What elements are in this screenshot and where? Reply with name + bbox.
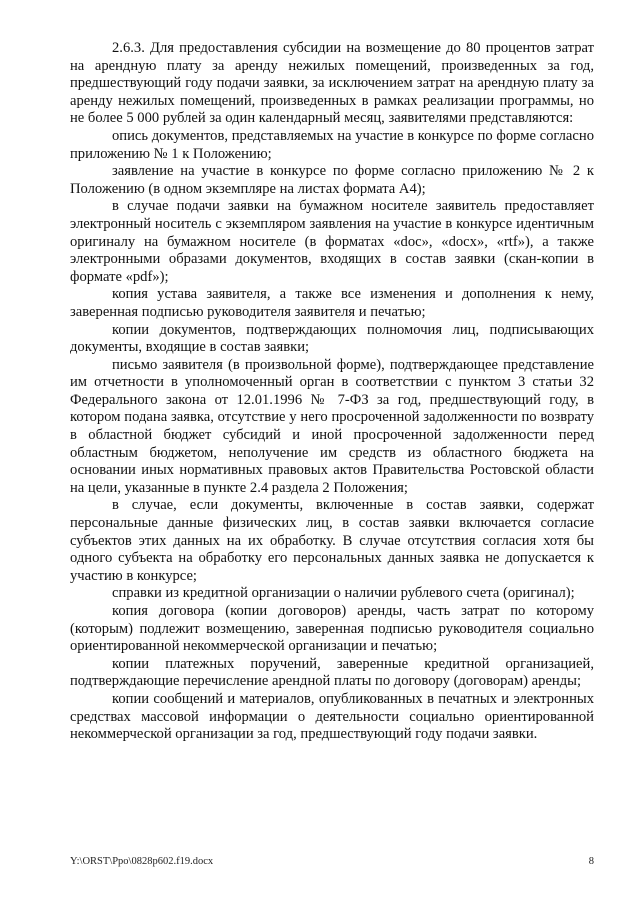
paragraph-list-item: письмо заявителя (в произвольной форме), подтверждающее представление им отчетности в уполномоченный орган в соответствии с пунктом 3 статьи 32 Федерального закона от 12.01.1996 № 7-ФЗ за год, предшествующий году, в котором подана заявка, отсутствие у него просроченной задолженности по возврату в областной бюджет субсидий и иной просроченной задолженности перед областным бюджетом, неполучение им средств из областного бюджета на основании иных нормативных правовых актов Правительства Ростовской области на цели, указанные в пункте 2.4 раздела 2 Положения; bbox=[70, 356, 594, 496]
page-number: 8 bbox=[588, 856, 594, 867]
document-body bbox=[70, 40, 594, 744]
paragraph-list-item: копии платежных поручений, заверенные кредитной организацией, подтверждающие перечисление арендной платы по договору (договорам) аренды; bbox=[70, 655, 594, 690]
paragraph-list-item: в случае подачи заявки на бумажном носителе заявитель предоставляет электронный носитель с экземпляром заявления на участие в конкурсе идентичным оригиналу на бумажном носителе (в форматах «doc», «docx», «rtf»), а также электронными образами документов, входящих в состав заявки (скан-копии в формате «pdf»); bbox=[70, 198, 594, 285]
paragraph-list-item: копия устава заявителя, а также все изменения и дополнения к нему, заверенная подписью руководителя заявителя и печатью; bbox=[70, 286, 594, 320]
paragraph-list-item: заявление на участие в конкурсе по форме согласно приложению № 2 к Положению (в одном экземпляре на листах формата А4); bbox=[70, 163, 594, 197]
paragraph-list-item: справки из кредитной организации о наличии рублевого счета (оригинал); bbox=[112, 585, 575, 602]
paragraph-list-item: копии документов, подтверждающих полномочия лиц, подписывающих документы, входящие в состав заявки; bbox=[70, 321, 594, 356]
paragraph-list-item: копии сообщений и материалов, опубликованных в печатных и электронных средствах массовой информации о деятельности социально ориентированной некоммерческой организации за год, предшествующий году подачи заявки. bbox=[70, 690, 594, 743]
paragraph-intro: 2.6.3. Для предоставления субсидии на возмещение до 80 процентов затрат на арендную плату за аренду нежилых помещений, произведенных за год, предшествующий году подачи заявки, за исключением затрат на арендную плату за аренду нежилых помещений, произведенных в рамках реализации программы, но не более 5 000 рублей за один календарный месяц, заявителями представляются: bbox=[70, 40, 594, 127]
paragraph-list-item: в случае, если документы, включенные в состав заявки, содержат персональные данные физических лиц, в состав заявки включается согласие субъектов этих данных на их обработку. В случае отсутствия согласия хотя бы одного субъекта на обработку его персональных данных заявка не допускается к участию в конкурсе; bbox=[70, 497, 594, 584]
file-path: Y:\ORST\Ppo\0828p602.f19.docx bbox=[70, 856, 214, 867]
paragraph-list-item: копия договора (копии договоров) аренды, часть затрат по которому (которым) подлежит возмещению, заверенная подписью руководителя социально ориентированной некоммерческой организации и печатью; bbox=[70, 603, 594, 655]
paragraph-list-item: опись документов, представляемых на участие в конкурсе по форме согласно приложению № 1 к Положению; bbox=[70, 127, 594, 162]
